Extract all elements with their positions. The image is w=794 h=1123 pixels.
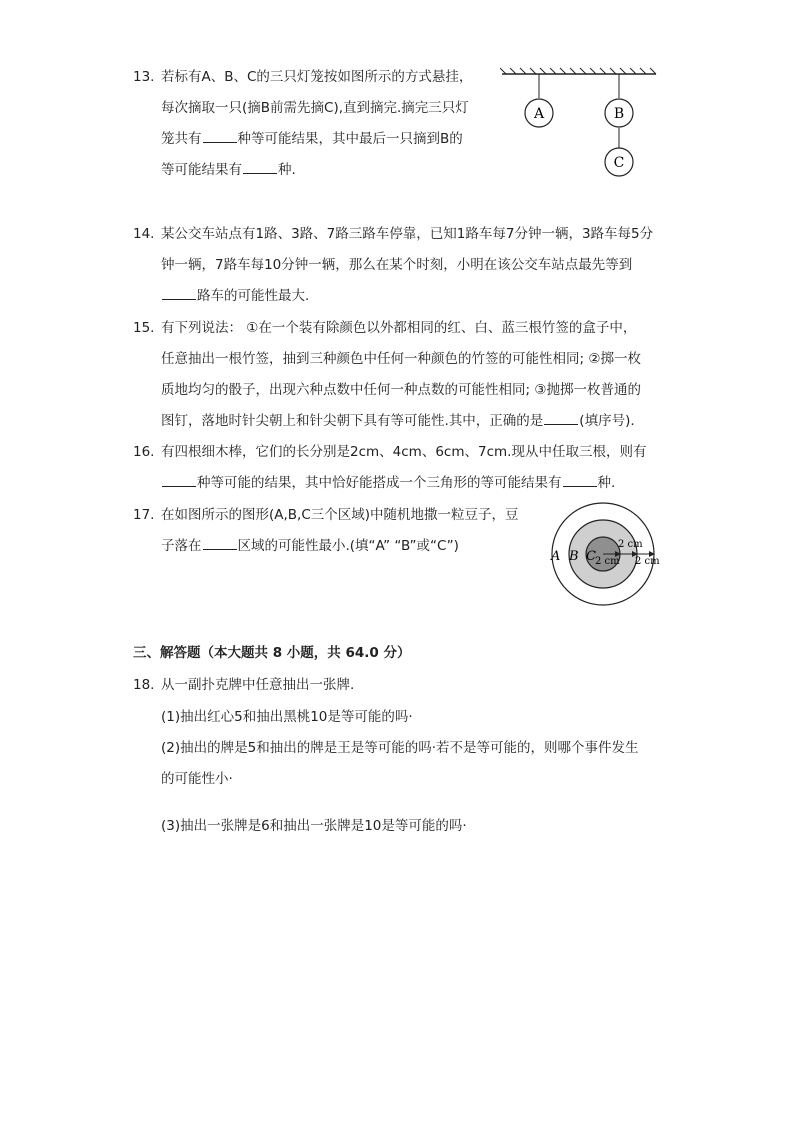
q13-line2: 每次摘取一只(摘B前需先摘C),直到摘完.摘完三只灯 — [161, 100, 469, 116]
region-a-label: A — [551, 549, 561, 564]
q18-sub2: (2)抽出的牌是5和抽出的牌是王是等可能的吗·若不是等可能的，则哪个事件发生 — [161, 740, 639, 756]
answer-blank[interactable] — [203, 535, 237, 550]
q15-line4: 图钉，落地时针尖朝上和针尖朝下具有等可能性.其中，正确的是 (填序号). — [161, 406, 641, 437]
question-number: 15. — [133, 320, 155, 336]
radius-label: 2 cm — [635, 556, 660, 567]
target-figure — [545, 500, 665, 610]
radius-label: 2 cm — [595, 556, 620, 567]
q15-line3: 质地均匀的骰子，出现六种点数中任何一种点数的可能性相同; ③抛掷一枚普通的 — [161, 382, 641, 398]
q14-line2: 钟一辆，7路车每10分钟一辆，那么在某个时刻，小明在该公交车站点最先等到 — [161, 257, 633, 273]
q13-line4: 等可能结果有 种. — [161, 155, 511, 186]
q18-sub2-cont: 的可能性小· — [161, 771, 233, 787]
answer-blank[interactable] — [563, 472, 597, 487]
question-number: 16. — [133, 444, 155, 460]
lantern-b-label: B — [613, 106, 625, 122]
section-heading: 三、解答题（本大题共 8 小题，共 64.0 分） — [133, 645, 411, 661]
q14-line3: 路车的可能性最大. — [161, 281, 653, 312]
q16-line2: 种等可能的结果，其中恰好能搭成一个三角形的等可能结果有 种. — [161, 468, 646, 499]
lantern-c-label: C — [613, 155, 625, 171]
answer-blank[interactable] — [203, 128, 237, 143]
answer-blank[interactable] — [162, 472, 196, 487]
q18-sub1: (1)抽出红心5和抽出黑桃10是等可能的吗· — [161, 709, 413, 725]
lantern-a-label: A — [533, 106, 545, 122]
region-c-label: C — [586, 549, 596, 564]
q14-line1: 某公交车站点有1路、3路、7路三路车停靠，已知1路车每7分钟一辆，3路车每5分 — [161, 226, 654, 242]
answer-blank[interactable] — [162, 285, 196, 300]
question-number: 17. — [133, 507, 155, 523]
radius-label: 2 cm — [618, 539, 643, 550]
answer-blank[interactable] — [243, 159, 277, 174]
q16-line1: 有四根细木棒，它们的长分别是2cm、4cm、6cm、7cm.现从中任取三根，则有 — [161, 444, 647, 460]
lantern-figure — [500, 64, 660, 184]
q18-line1: 从一副扑克牌中任意抽出一张牌. — [161, 677, 355, 693]
q17-line2: 子落在 区域的可能性最小.(填“A” “B”或“C”) — [161, 531, 519, 562]
question-number: 18. — [133, 677, 155, 693]
question-number: 14. — [133, 226, 155, 242]
question-number: 13. — [133, 69, 155, 85]
answer-blank[interactable] — [544, 410, 578, 425]
q13-line1: 若标有A、B、C的三只灯笼按如图所示的方式悬挂， — [161, 69, 473, 85]
q18-sub3: (3)抽出一张牌是6和抽出一张牌是10是等可能的吗· — [161, 818, 467, 834]
q15-line1: 有下列说法： ①在一个装有除颜色以外都相同的红、白、蓝三根竹签的盒子中， — [161, 320, 637, 336]
q15-line2: 任意抽出一根竹签，抽到三种颜色中任何一种颜色的竹签的可能性相同; ②掷一枚 — [161, 351, 641, 367]
q17-line1: 在如图所示的图形(A,B,C三个区域)中随机地撒一粒豆子，豆 — [161, 507, 519, 523]
q13-line3: 笼共有 种等可能结果，其中最后一只摘到B的 — [161, 124, 511, 155]
region-b-label: B — [569, 549, 579, 564]
